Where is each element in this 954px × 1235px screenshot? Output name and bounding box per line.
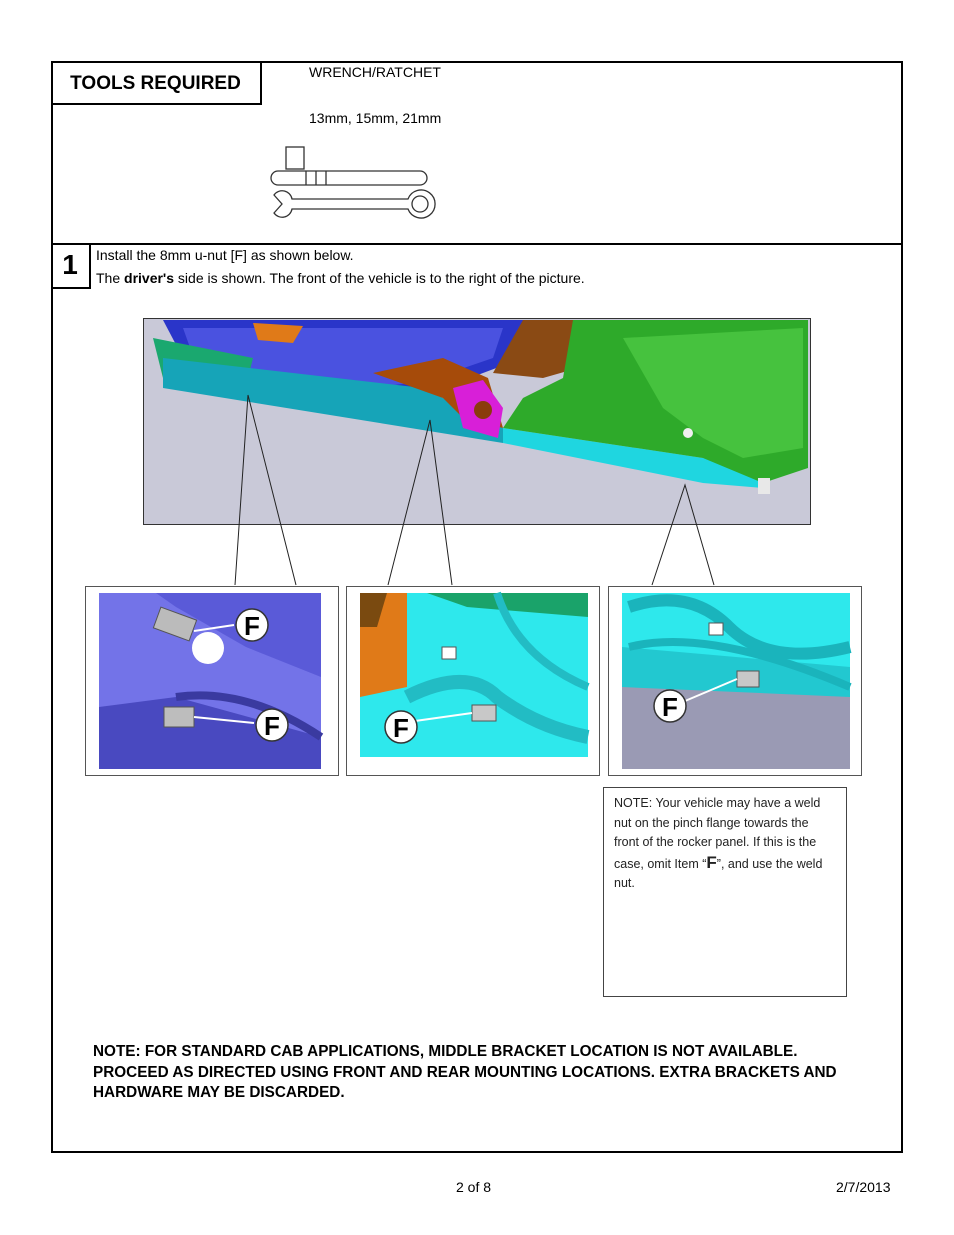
weld-note-text-1: NOTE: Your vehicle may have a weld nut on the pinch flange towards the front of the rocker panel. If this is the case, omit Item “ bbox=[614, 796, 821, 871]
instr-bold: driver's bbox=[124, 270, 175, 286]
tool-name: WRENCH/RATCHET bbox=[309, 64, 441, 80]
tools-required-heading bbox=[51, 61, 262, 105]
callout-f-1: F bbox=[244, 611, 260, 641]
step-number: 1 bbox=[51, 243, 91, 289]
tool-sizes: 13mm, 15mm, 21mm bbox=[309, 110, 442, 126]
tools-heading-text: TOOLS REQUIRED bbox=[70, 73, 241, 94]
callout-f-4: F bbox=[662, 692, 678, 722]
step-instruction-1: Install the 8mm u-nut [F] as shown below. bbox=[96, 247, 354, 263]
page-number: 2 of 8 bbox=[456, 1179, 492, 1195]
weld-note-text-2: ”, and use the weld nut. bbox=[614, 856, 823, 890]
instr-prefix: The bbox=[96, 270, 125, 286]
section-divider bbox=[51, 243, 903, 245]
inset-middle-location bbox=[346, 586, 600, 776]
weld-nut-note bbox=[603, 787, 847, 997]
inset-front-location bbox=[85, 586, 339, 776]
document-date: 2/7/2013 bbox=[836, 1179, 891, 1195]
standard-cab-note: NOTE: FOR STANDARD CAB APPLICATIONS, MIDDLE BRACKET LOCATION IS NOT AVAILABLE. PROCEED AS DIRECTED USING FRONT AND REAR MOUNTING LOCATIONS. EXTRA BRACKETS AND HARDWARE MAY BE DISCARDED. bbox=[93, 1043, 837, 1101]
instr-suffix: side is shown. The front of the vehicle is to the right of the picture. bbox=[174, 270, 585, 286]
rocker-panel-overview-figure bbox=[143, 318, 811, 525]
callout-f-2: F bbox=[264, 711, 280, 741]
callout-f-3: F bbox=[393, 713, 409, 743]
inset-rear-location bbox=[608, 586, 862, 776]
weld-note-item: F bbox=[706, 852, 717, 872]
wrench-ratchet-icon bbox=[270, 143, 440, 228]
step-instruction-2 bbox=[96, 270, 585, 286]
